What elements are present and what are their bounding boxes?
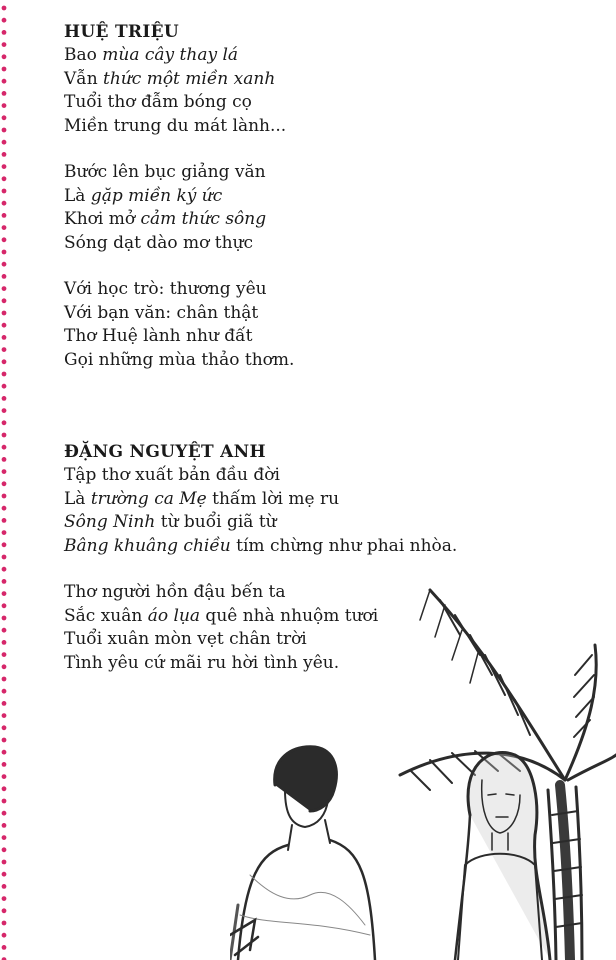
border-dot — [2, 18, 7, 23]
border-dot — [2, 469, 7, 474]
border-dot — [2, 237, 7, 242]
poem-line — [64, 349, 604, 373]
stanza — [64, 161, 604, 255]
woman-figure — [455, 753, 550, 960]
text: Tình yêu cứ mãi ru hời tình yêu. — [64, 652, 340, 673]
border-dot — [2, 420, 7, 425]
poem-hue-trieu — [64, 20, 604, 372]
border-dot — [2, 128, 7, 133]
stanza — [64, 44, 604, 138]
border-dot — [2, 115, 7, 120]
border-dot — [2, 591, 7, 596]
italic-text: cảm thức sông — [140, 209, 267, 229]
italic-text: Bâng khuâng chiều — [64, 535, 231, 556]
text: Vẫn — [64, 68, 104, 89]
border-dot — [2, 677, 7, 682]
poem-line — [64, 44, 604, 68]
text: quê nhà nhuộm tươi — [200, 605, 379, 626]
border-dot — [2, 774, 7, 779]
italic-text: Sông Ninh — [64, 512, 156, 532]
border-dot — [2, 689, 7, 694]
border-dot — [2, 567, 7, 572]
border-dot — [2, 664, 7, 669]
border-dot — [2, 860, 7, 865]
poem-line — [64, 185, 604, 209]
border-dot — [2, 884, 7, 889]
text: Miền trung du mát lành... — [64, 115, 287, 136]
border-dot — [2, 152, 7, 157]
border-dot — [2, 298, 7, 303]
border-dot — [2, 384, 7, 389]
border-dot — [2, 628, 7, 633]
border-dot — [2, 945, 7, 950]
stanza — [64, 464, 604, 558]
poem-line — [64, 232, 604, 256]
border-dot — [2, 189, 7, 194]
poem-body — [64, 44, 604, 372]
poem-line — [64, 68, 604, 92]
italic-text: mùa cây thay lá — [102, 45, 239, 65]
border-dot — [2, 786, 7, 791]
border-dot — [2, 933, 7, 938]
border-dot — [2, 201, 7, 206]
border-dot — [2, 799, 7, 804]
border-dot — [2, 347, 7, 352]
poem-line — [64, 535, 604, 559]
poem-line — [64, 161, 604, 185]
border-dot — [2, 91, 7, 96]
border-dot — [2, 445, 7, 450]
poem-line — [64, 302, 604, 326]
poem-line — [64, 325, 604, 349]
border-dot — [2, 835, 7, 840]
border-dot — [2, 311, 7, 316]
stanza — [64, 278, 604, 372]
text: Với học trò: thương yêu — [64, 279, 267, 299]
border-dot — [2, 908, 7, 913]
border-dot — [2, 555, 7, 560]
text: Tập thơ xuất bản đầu đời — [64, 465, 280, 485]
text: Bao — [64, 45, 103, 65]
border-dot — [2, 823, 7, 828]
poem-line — [64, 278, 604, 302]
border-dot — [2, 372, 7, 377]
border-dot — [2, 542, 7, 547]
border-dot — [2, 164, 7, 169]
sketch-man-woman-palm-illustration — [230, 575, 616, 960]
text: tím chừng như phai nhòa. — [230, 535, 458, 556]
text: Là — [64, 185, 91, 206]
border-dot — [2, 213, 7, 218]
border-dot — [2, 616, 7, 621]
border-dot — [2, 762, 7, 767]
border-dot — [2, 494, 7, 499]
border-dot — [2, 506, 7, 511]
border-dot — [2, 518, 7, 523]
border-dot — [2, 67, 7, 72]
border-dot — [2, 896, 7, 901]
text: Tuổi xuân mòn vẹt chân trời — [64, 629, 307, 649]
border-dot — [2, 140, 7, 145]
border-dot — [2, 872, 7, 877]
poem-line — [64, 208, 604, 232]
border-dot — [2, 433, 7, 438]
text: Với bạn văn: chân thật — [64, 302, 259, 323]
text: Sóng dạt dào mơ thực — [64, 232, 254, 253]
text: Gọi những mùa thảo thơm. — [64, 349, 295, 370]
poem-line — [64, 115, 604, 139]
border-dot — [2, 274, 7, 279]
border-dot — [2, 42, 7, 47]
border-dot — [2, 530, 7, 535]
border-dot — [2, 225, 7, 230]
border-dot — [2, 640, 7, 645]
border-dot — [2, 396, 7, 401]
border-dot — [2, 54, 7, 59]
poem-line — [64, 511, 604, 535]
italic-text: áo lụa — [147, 605, 201, 626]
border-dot — [2, 103, 7, 108]
border-dot — [2, 250, 7, 255]
poem-line — [64, 91, 604, 115]
border-dot — [2, 262, 7, 267]
poem-line — [64, 488, 604, 512]
text: Sắc xuân — [64, 605, 148, 626]
border-dot — [2, 30, 7, 35]
border-dot — [2, 79, 7, 84]
text: Thơ người hồn đậu bến ta — [64, 582, 286, 602]
text: Thơ Huệ lành như đất — [64, 326, 253, 346]
border-dot — [2, 750, 7, 755]
border-dot — [2, 579, 7, 584]
border-dot — [2, 6, 7, 11]
italic-text: trường ca Mẹ — [90, 488, 207, 509]
italic-text: gặp miền ký ức — [90, 185, 223, 206]
text: Khơi mở — [64, 209, 141, 229]
italic-text: thức một miền xanh — [103, 68, 276, 89]
border-dot — [2, 408, 7, 413]
dotted-border — [0, 0, 14, 960]
border-dot — [2, 335, 7, 340]
border-dot — [2, 713, 7, 718]
border-dot — [2, 457, 7, 462]
man-figure — [230, 747, 375, 960]
border-dot — [2, 359, 7, 364]
text: Tuổi thơ đẫm bóng cọ — [64, 92, 252, 112]
text: từ buổi giã từ — [155, 512, 277, 532]
border-dot — [2, 481, 7, 486]
border-dot — [2, 286, 7, 291]
border-dot — [2, 176, 7, 181]
border-dot — [2, 652, 7, 657]
border-dot — [2, 323, 7, 328]
poem-title: HUỆ TRIỆU — [64, 22, 179, 42]
border-dot — [2, 603, 7, 608]
poem-line — [64, 464, 604, 488]
border-dot — [2, 847, 7, 852]
border-dot — [2, 701, 7, 706]
border-dot — [2, 738, 7, 743]
text: thấm lời mẹ ru — [206, 488, 340, 509]
text: Bước lên bục giảng văn — [64, 162, 266, 182]
poem-title: ĐẶNG NGUYỆT ANH — [64, 442, 266, 462]
border-dot — [2, 921, 7, 926]
border-dot — [2, 725, 7, 730]
text: Là — [64, 488, 91, 509]
border-dot — [2, 811, 7, 816]
